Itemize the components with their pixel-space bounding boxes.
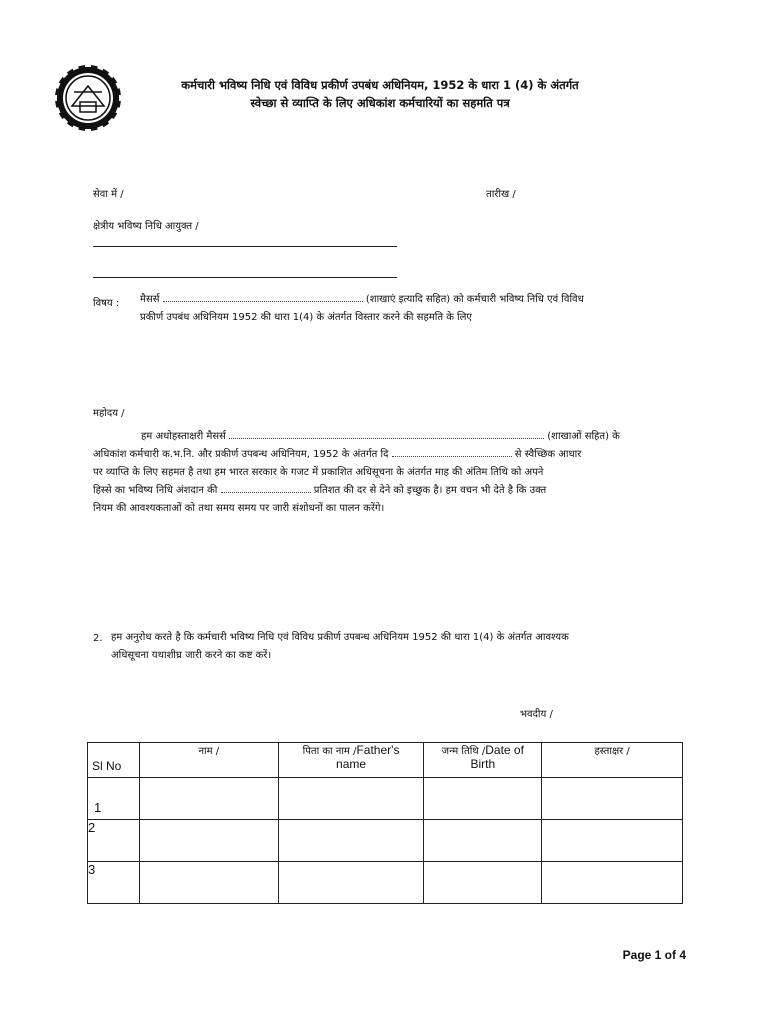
document-title-line-1: कर्मचारी भविष्य निधि एवं विविध प्रकीर्ण उपबंध अधिनियम, 1952 के धारा 1 (4) के अंतर्गत [181,78,579,92]
header-signature: हस्ताक्षर / [542,743,683,778]
father-name-cell[interactable] [278,778,424,820]
p1-after-blank: (शाखाओं सहित) के [547,431,620,442]
p2-line1: हम अनुरोध करते है कि कर्मचारी भविष्य निधि एवं विविध प्रकीर्ण उपबन्ध अधिनियम 1952 की धारा 1(4) के अंतर्गत आवश्यक [111,632,569,643]
subject-text [140,291,675,327]
address-blank-line-1 [93,246,397,247]
signature-cell[interactable] [542,820,683,862]
table-row [88,862,683,904]
percentage-blank [221,483,311,493]
name-cell[interactable] [139,778,278,820]
table-header-row [88,743,683,778]
epfo-gear-emblem-icon [52,62,124,134]
row-number: 2 [88,820,140,862]
page-number: Page 1 of 4 [622,948,686,962]
header-sl-no: Sl No [88,743,140,778]
p1-line3: पर व्याप्ति के लिए सहमत है तथा हम भारत सरकार के गजट में प्रकाशित अधिसूचना के अंतर्गत माह की अंतिम तिथि को अपने [93,467,544,478]
address-blank-line-2 [93,277,397,278]
to-label: सेवा में / [93,189,124,200]
row-number: 3 [88,862,140,904]
father-name-cell[interactable] [278,820,424,862]
date-blank [392,447,512,457]
subject-line1-rest: (शाखाएं इत्यादि सहित) को कर्मचारी भविष्य निधि एवं विविध [365,294,584,305]
document-title-line-2: स्वेच्छा से व्याप्ति के लिए अधिकांश कर्मचारियों का सहमति पत्र [250,96,510,110]
header-father-name: पिता का नाम /Father's name [278,743,424,778]
subject-line2: प्रकीर्ण उपबंध अधिनियम 1952 की धारा 1(4) के अंतर्गत विस्तार करने की सहमति के लिए [140,312,472,323]
p1-prefix: हम अधोहस्ताक्षरी मैसर्स [141,431,226,442]
p1-line2-b: से स्वैच्छिक आधार [514,449,582,460]
p2-number: 2. [93,633,103,644]
name-cell[interactable] [139,820,278,862]
p1-line4-a: हिस्से का भविष्य निधि अंशदान की [93,485,218,496]
subject-firm-prefix: मैसर्स [140,294,160,305]
table-row [88,820,683,862]
p1-line2-a: अधिकांश कर्मचारी क.भ.नि. और प्रकीर्ण उपबन्ध अधिनियम, 1952 के अंतर्गत दि [93,449,389,460]
table-row [88,778,683,820]
firm-name-blank [163,292,363,302]
paragraph-2 [111,629,681,665]
header-name: नाम / [139,743,278,778]
dob-cell[interactable] [424,820,542,862]
signature-cell[interactable] [542,778,683,820]
father-name-cell[interactable] [278,862,424,904]
date-label: तारीख / [486,189,516,200]
paragraph-1 [93,428,675,518]
p2-line2: अधिसूचना यथाशीघ्र जारी करने का कष्ट करें। [111,650,272,661]
establishment-name-blank [229,429,544,439]
p1-line5: नियम की आवश्यकताओं को तथा समय समय पर जारी संशोधनों का पालन करेंगे। [93,503,385,514]
p1-line4-b: प्रतिशत की दर से देने को इच्छुक है। हम वचन भी देते है कि उक्त [313,485,547,496]
name-cell[interactable] [139,862,278,904]
dob-cell[interactable] [424,778,542,820]
closing-yours-faithfully: भवदीय / [520,709,553,720]
employee-consent-table [87,742,683,904]
header-date-of-birth: जन्म तिथि /Date of Birth [424,743,542,778]
signature-cell[interactable] [542,862,683,904]
subject-label: विषय : [93,298,120,309]
recipient-label: क्षेत्रीय भविष्य निधि आयुक्त / [93,221,199,232]
salutation: महोदय / [93,408,125,419]
dob-cell[interactable] [424,862,542,904]
row-number: 1 [88,778,140,820]
